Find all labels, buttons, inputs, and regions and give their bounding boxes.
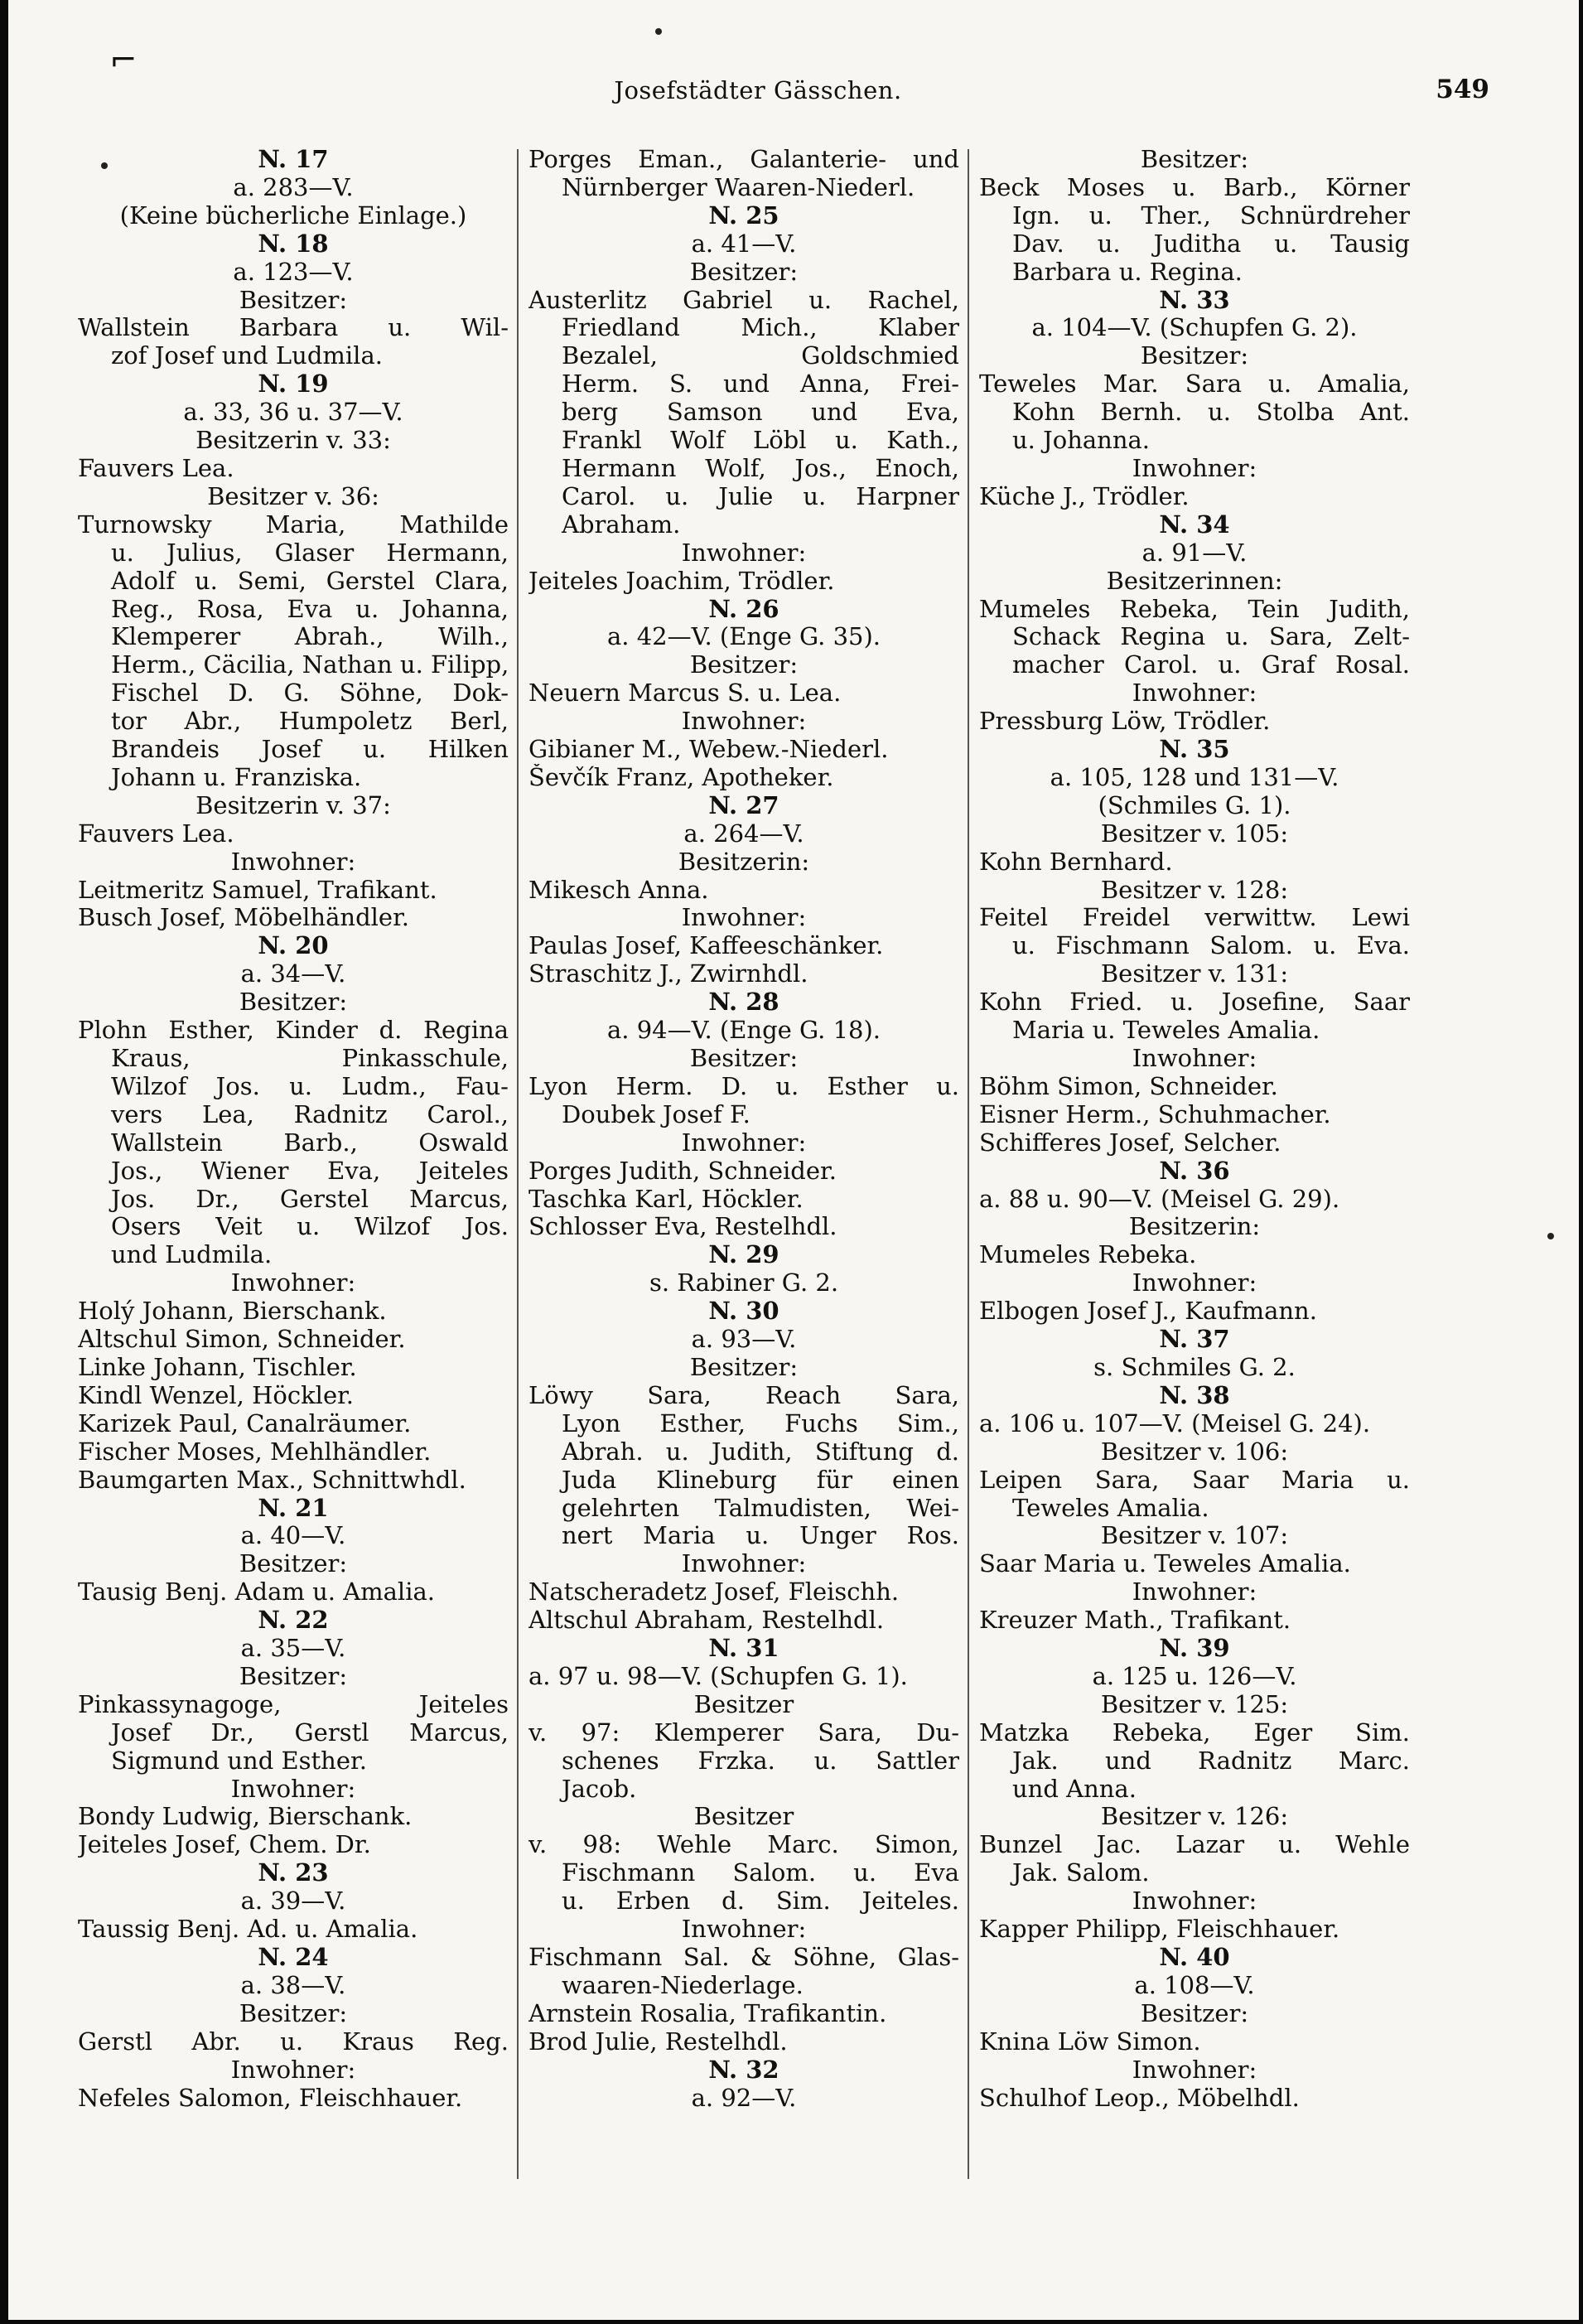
entry-line: Inwohner: — [1132, 1887, 1257, 1916]
entry-line: Schifferes Josef, Selcher. — [979, 1128, 1281, 1157]
entry-line: Frankl Wolf Löbl u. Kath., — [562, 427, 959, 455]
entry-line: a. 34—V. — [240, 960, 346, 988]
entry-line: Besitzer: — [239, 1550, 348, 1578]
entry-line: Besitzer: — [1140, 1999, 1249, 2027]
entry-line: Ign. u. Ther., Schnürdreher — [1012, 201, 1410, 230]
entry-line: Fischmann Salom. u. Eva — [562, 1859, 959, 1887]
entry-line: a. 105, 128 und 131—V. — [1050, 763, 1339, 791]
entry-line: Besitzer v. 107: — [1100, 1522, 1289, 1550]
entry-line: Brandeis Josef u. Hilken — [111, 736, 509, 764]
entry-line: Kohn Bernh. u. Stolba Ant. — [1012, 399, 1410, 427]
entry-line: a. 283—V. — [233, 173, 354, 201]
entry-line: Besitzer: — [239, 286, 348, 314]
entry-line: Altschul Abraham, Restelhdl. — [528, 1607, 885, 1635]
entry-line: v. 98: Wehle Marc. Simon, — [528, 1831, 959, 1859]
entry-line: Fischmann Sal. & Söhne, Glas- — [528, 1944, 959, 1971]
entry-line: Leitmeritz Samuel, Trafikant. — [78, 876, 437, 904]
entry-line: gelehrten Talmudisten, Wei- — [562, 1494, 959, 1522]
entry-line: Juda Klineburg für einen — [562, 1466, 959, 1494]
entry-line: Inwohner: — [681, 1916, 807, 1944]
house-number-heading: N. 21 — [258, 1494, 329, 1522]
entry-line: Küche J., Trödler. — [979, 482, 1190, 510]
entry-line: Fauvers Lea. — [78, 819, 234, 848]
entry-line: Mikesch Anna. — [528, 876, 709, 904]
entry-line: s. Schmiles G. 2. — [1093, 1353, 1296, 1381]
entry-line: Busch Josef, Möbelhändler. — [78, 904, 409, 932]
entry-line: Teweles Mar. Sara u. Amalia, — [979, 370, 1410, 399]
entry-line: Lyon Esther, Fuchs Sim., — [562, 1409, 959, 1437]
entry-line: Inwohner: — [681, 1550, 807, 1578]
house-number-heading: N. 36 — [1159, 1157, 1230, 1185]
entry-line: Elbogen Josef J., Kaufmann. — [979, 1297, 1317, 1326]
entry-line: Inwohner: — [1132, 2056, 1257, 2084]
entry-line: Kreuzer Math., Trafikant. — [979, 1607, 1291, 1635]
entry-line: Abrah. u. Judith, Stiftung d. — [562, 1437, 959, 1466]
entry-line: berg Samson und Eva, — [562, 399, 959, 427]
entry-line: v. 97: Klemperer Sara, Du- — [528, 1718, 959, 1747]
entry-line: Bunzel Jac. Lazar u. Wehle — [979, 1831, 1410, 1859]
entry-line: Mumeles Rebeka, Tein Judith, — [979, 595, 1410, 623]
entry-line: Altschul Simon, Schneider. — [78, 1326, 406, 1354]
entry-line: Teweles Amalia. — [1012, 1494, 1209, 1522]
entry-line: Turnowsky Maria, Mathilde — [78, 510, 509, 539]
entry-line: Besitzerin v. 33: — [195, 427, 391, 455]
entry-line: Fischer Moses, Mehlhändler. — [78, 1437, 432, 1466]
entry-line: a. 123—V. — [233, 258, 354, 286]
entry-line: Besitzer: — [1140, 146, 1249, 173]
document-page — [8, 0, 1579, 2320]
entry-line: Besitzer — [693, 1803, 794, 1831]
entry-line: a. 35—V. — [240, 1635, 346, 1663]
running-head-title: Josefstädter Gässchen. — [614, 76, 902, 104]
page-number: 549 — [1436, 75, 1489, 104]
entry-line: Porges Judith, Schneider. — [528, 1157, 837, 1185]
entry-line: Bezalel, Goldschmied — [562, 342, 959, 370]
entry-line: Doubek Josef F. — [562, 1100, 750, 1128]
entry-line: a. 41—V. — [691, 230, 797, 258]
corner-mark: ⌐ — [109, 41, 138, 80]
entry-line: Besitzerin: — [1128, 1213, 1261, 1241]
entry-line: Fischel D. G. Söhne, Dok- — [111, 679, 509, 708]
entry-line: Gibianer M., Webew.-Niederl. — [528, 736, 889, 764]
column-rule — [968, 149, 969, 2179]
entry-line: Besitzer: — [239, 1999, 348, 2027]
entry-line: Besitzer: — [689, 1353, 799, 1381]
entry-line: Besitzer v. 105: — [1100, 819, 1289, 848]
entry-line: Barbara u. Regina. — [1012, 258, 1243, 286]
entry-line: Osers Veit u. Wilzof Jos. — [111, 1213, 509, 1241]
entry-line: und Anna. — [1012, 1775, 1137, 1803]
entry-line: Ševčík Franz, Apotheker. — [528, 763, 834, 791]
entry-line: Inwohner: — [681, 904, 807, 932]
house-number-heading: N. 32 — [708, 2056, 779, 2084]
entry-line: Mumeles Rebeka. — [979, 1241, 1197, 1269]
entry-line: Holý Johann, Bierschank. — [78, 1297, 387, 1326]
entry-line: Jak. und Radnitz Marc. — [1012, 1747, 1410, 1775]
entry-line: Inwohner: — [681, 1128, 807, 1157]
entry-line: a. 264—V. — [683, 819, 804, 848]
entry-line: Inwohner: — [230, 2056, 356, 2084]
entry-line: Tausig Benj. Adam u. Amalia. — [78, 1578, 435, 1607]
entry-line: Inwohner: — [230, 1269, 356, 1297]
entry-line: Knina Löw Simon. — [979, 2027, 1201, 2056]
entry-line: Schack Regina u. Sara, Zelt- — [1012, 623, 1410, 651]
entry-line: Leipen Sara, Saar Maria u. — [979, 1466, 1410, 1494]
entry-line: Besitzer v. 125: — [1100, 1690, 1289, 1718]
entry-line: Taschka Karl, Höckler. — [528, 1185, 804, 1213]
entry-line: Austerlitz Gabriel u. Rachel, — [528, 286, 959, 314]
entry-line: Inwohner: — [681, 539, 807, 567]
entry-line: Wallstein Barb., Oswald — [111, 1128, 509, 1157]
entry-line: Wallstein Barbara u. Wil- — [78, 314, 509, 342]
entry-line: Hermann Wolf, Jos., Enoch, — [562, 454, 959, 482]
entry-line: Besitzer v. 128: — [1100, 876, 1289, 904]
entry-line: Besitzer v. 126: — [1100, 1803, 1289, 1831]
entry-line: und Ludmila. — [111, 1241, 273, 1269]
entry-line: Paulas Josef, Kaffeeschänker. — [528, 932, 884, 960]
house-number-heading: N. 40 — [1159, 1944, 1230, 1971]
entry-line: Karizek Paul, Canalräumer. — [78, 1409, 412, 1437]
entry-line: Besitzer v. 36: — [207, 482, 379, 510]
entry-line: Bondy Ludwig, Bierschank. — [78, 1803, 413, 1831]
entry-line: Inwohner: — [681, 708, 807, 736]
house-number-heading: N. 25 — [708, 201, 779, 230]
entry-line: (Schmiles G. 1). — [1098, 791, 1291, 819]
entry-line: Sigmund und Esther. — [111, 1747, 367, 1775]
entry-line: Klemperer Abrah., Wilh., — [111, 623, 509, 651]
entry-line: Lyon Herm. D. u. Esther u. — [528, 1072, 959, 1100]
entry-line: Johann u. Franziska. — [111, 763, 362, 791]
entry-line: Kapper Philipp, Fleischhauer. — [979, 1916, 1340, 1944]
entry-line: Wilzof Jos. u. Ludm., Fau- — [111, 1072, 509, 1100]
entry-line: nert Maria u. Unger Ros. — [562, 1522, 959, 1550]
entry-line: Kohn Bernhard. — [979, 848, 1173, 876]
entry-line: Besitzer v. 106: — [1100, 1437, 1289, 1466]
entry-line: Brod Julie, Restelhdl. — [528, 2027, 788, 2056]
house-number-heading: N. 37 — [1159, 1326, 1230, 1354]
speck-dot — [1547, 1233, 1554, 1239]
entry-line: Pressburg Löw, Trödler. — [979, 708, 1271, 736]
entry-line: Dav. u. Juditha u. Tausig — [1012, 230, 1410, 258]
entry-line: Natscheradetz Josef, Fleischh. — [528, 1578, 900, 1607]
house-number-heading: N. 27 — [708, 791, 779, 819]
house-number-heading: N. 20 — [258, 932, 329, 960]
entry-line: Linke Johann, Tischler. — [78, 1353, 357, 1381]
entry-line: Arnstein Rosalia, Trafikantin. — [528, 1999, 887, 2027]
speck-dot — [655, 28, 662, 35]
entry-line: Besitzer: — [239, 988, 348, 1017]
column-middle — [528, 146, 959, 2112]
entry-line: Inwohner: — [1132, 1045, 1257, 1072]
house-number-heading: N. 35 — [1159, 736, 1230, 764]
entry-line: Besitzer — [693, 1690, 794, 1718]
entry-line: Inwohner: — [1132, 1578, 1257, 1607]
house-number-heading: N. 24 — [258, 1944, 329, 1971]
entry-line: Fauvers Lea. — [78, 454, 234, 482]
entry-line: a. 125 u. 126—V. — [1092, 1662, 1297, 1690]
entry-line: vers Lea, Radnitz Carol., — [111, 1100, 509, 1128]
entry-line: a. 33, 36 u. 37—V. — [183, 399, 403, 427]
column-right — [979, 146, 1410, 2112]
entry-line: Beck Moses u. Barb., Körner — [979, 173, 1410, 201]
entry-line: Straschitz J., Zwirnhdl. — [528, 960, 808, 988]
house-number-heading: N. 17 — [258, 146, 329, 173]
entry-line: Besitzer: — [689, 1045, 799, 1072]
entry-line: Feitel Freidel verwittw. Lewi — [979, 904, 1410, 932]
entry-line: Jos. Dr., Gerstel Marcus, — [111, 1185, 509, 1213]
entry-line: Besitzer v. 131: — [1100, 960, 1289, 988]
entry-line: macher Carol. u. Graf Rosal. — [1012, 651, 1410, 679]
entry-line: u. Fischmann Salom. u. Eva. — [1012, 932, 1410, 960]
entry-line: Jeiteles Joachim, Trödler. — [528, 567, 835, 595]
entry-line: (Keine bücherliche Einlage.) — [119, 201, 467, 230]
entry-line: Jak. Salom. — [1012, 1859, 1150, 1887]
entry-line: Löwy Sara, Reach Sara, — [528, 1381, 959, 1409]
entry-line: Inwohner: — [1132, 454, 1257, 482]
house-number-heading: N. 29 — [708, 1241, 779, 1269]
entry-line: Abraham. — [562, 510, 681, 539]
entry-line: u. Erben d. Sim. Jeiteles. — [562, 1887, 959, 1916]
entry-line: a. 108—V. — [1134, 1971, 1255, 1999]
entry-line: Gerstl Abr. u. Kraus Reg. — [78, 2027, 509, 2056]
entry-line: Carol. u. Julie u. Harpner — [562, 482, 959, 510]
house-number-heading: N. 26 — [708, 595, 779, 623]
entry-line: Jos., Wiener Eva, Jeiteles — [111, 1157, 509, 1185]
entry-line: a. 97 u. 98—V. (Schupfen G. 1). — [528, 1662, 908, 1690]
house-number-heading: N. 28 — [708, 988, 779, 1017]
entry-line: a. 38—V. — [240, 1971, 346, 1999]
entry-line: a. 92—V. — [691, 2084, 797, 2112]
entry-line: Pinkassynagoge, Jeiteles — [78, 1690, 509, 1718]
entry-line: Besitzer: — [689, 258, 799, 286]
entry-line: a. 42—V. (Enge G. 35). — [606, 623, 881, 651]
entry-line: Nürnberger Waaren-Niederl. — [562, 173, 915, 201]
entry-line: schenes Frzka. u. Sattler — [562, 1747, 959, 1775]
entry-line: Schlosser Eva, Restelhdl. — [528, 1213, 837, 1241]
entry-line: Saar Maria u. Teweles Amalia. — [979, 1550, 1351, 1578]
entry-line: Kohn Fried. u. Josefine, Saar — [979, 988, 1410, 1017]
entry-line: Matzka Rebeka, Eger Sim. — [979, 1718, 1410, 1747]
entry-line: Maria u. Teweles Amalia. — [1012, 1017, 1320, 1045]
entry-line: Herm. S. und Anna, Frei- — [562, 370, 959, 399]
entry-line: zof Josef und Ludmila. — [111, 342, 383, 370]
entry-line: u. Julius, Glaser Hermann, — [111, 539, 509, 567]
entry-line: a. 104—V. (Schupfen G. 2). — [1031, 314, 1358, 342]
entry-line: Besitzerin: — [678, 848, 810, 876]
entry-line: waaren-Niederlage. — [562, 1971, 804, 1999]
entry-line: Baumgarten Max., Schnittwhdl. — [78, 1466, 466, 1494]
entry-line: Herm., Cäcilia, Nathan u. Filipp, — [111, 651, 509, 679]
house-number-heading: N. 30 — [708, 1297, 779, 1326]
entry-line: Porges Eman., Galanterie- und — [528, 146, 959, 173]
entry-line: a. 91—V. — [1141, 539, 1248, 567]
house-number-heading: N. 23 — [258, 1859, 329, 1887]
entry-line: Kraus, Pinkasschule, — [111, 1045, 509, 1072]
house-number-heading: N. 33 — [1159, 286, 1230, 314]
column-left — [78, 146, 509, 2112]
entry-line: u. Johanna. — [1012, 427, 1151, 455]
entry-line: a. 106 u. 107—V. (Meisel G. 24). — [979, 1409, 1371, 1437]
entry-line: Plohn Esther, Kinder d. Regina — [78, 1017, 509, 1045]
entry-line: Inwohner: — [1132, 1269, 1257, 1297]
entry-line: a. 93—V. — [691, 1326, 797, 1354]
entry-line: a. 40—V. — [240, 1522, 346, 1550]
entry-line: a. 94—V. (Enge G. 18). — [606, 1017, 881, 1045]
house-number-heading: N. 19 — [258, 370, 329, 399]
entry-line: Reg., Rosa, Eva u. Johanna, — [111, 595, 509, 623]
entry-line: Schulhof Leop., Möbelhdl. — [979, 2084, 1300, 2112]
entry-line: Böhm Simon, Schneider. — [979, 1072, 1278, 1100]
entry-line: Jeiteles Josef, Chem. Dr. — [78, 1831, 371, 1859]
entry-line: Besitzer: — [1140, 342, 1249, 370]
entry-line: Friedland Mich., Klaber — [562, 314, 959, 342]
entry-line: Nefeles Salomon, Fleischhauer. — [78, 2084, 463, 2112]
house-number-heading: N. 39 — [1159, 1635, 1230, 1663]
entry-line: Neuern Marcus S. u. Lea. — [528, 679, 842, 708]
house-number-heading: N. 22 — [258, 1607, 329, 1635]
entry-line: Besitzer: — [239, 1662, 348, 1690]
house-number-heading: N. 34 — [1159, 510, 1230, 539]
entry-line: a. 39—V. — [240, 1887, 346, 1916]
entry-line: Taussig Benj. Ad. u. Amalia. — [78, 1916, 418, 1944]
entry-line: Adolf u. Semi, Gerstel Clara, — [111, 567, 509, 595]
entry-line: tor Abr., Humpoletz Berl, — [111, 708, 509, 736]
entry-line: Inwohner: — [230, 1775, 356, 1803]
entry-line: Kindl Wenzel, Höckler. — [78, 1381, 355, 1409]
entry-line: Besitzerin v. 37: — [195, 791, 391, 819]
house-number-heading: N. 38 — [1159, 1381, 1230, 1409]
entry-line: Besitzer: — [689, 651, 799, 679]
column-rule — [517, 149, 519, 2179]
house-number-heading: N. 31 — [708, 1635, 779, 1663]
entry-line: Jacob. — [562, 1775, 637, 1803]
entry-line: Inwohner: — [230, 848, 356, 876]
entry-line: Josef Dr., Gerstl Marcus, — [111, 1718, 509, 1747]
entry-line: Eisner Herm., Schuhmacher. — [979, 1100, 1331, 1128]
entry-line: Besitzerinnen: — [1106, 567, 1283, 595]
entry-line: s. Rabiner G. 2. — [649, 1269, 839, 1297]
entry-line: Inwohner: — [1132, 679, 1257, 708]
entry-line: a. 88 u. 90—V. (Meisel G. 29). — [979, 1185, 1340, 1213]
house-number-heading: N. 18 — [258, 230, 329, 258]
